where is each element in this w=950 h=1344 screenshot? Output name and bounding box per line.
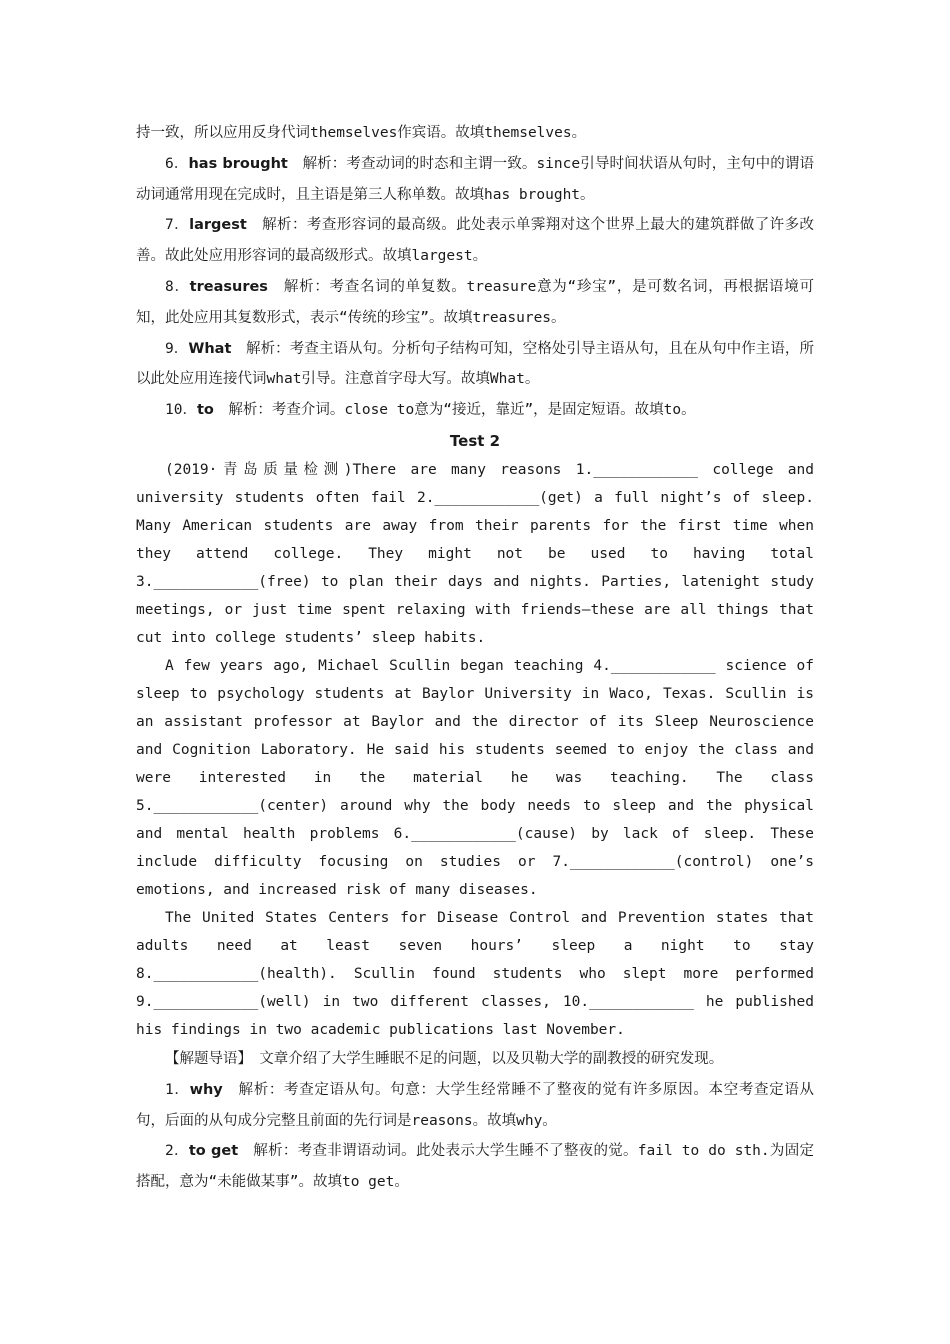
answer-number: 1． <box>165 1081 190 1098</box>
passage-paragraph: (2019·青岛质量检测)There are many reasons 1.____________ college and university students often fail 2.____________(get) a full night’s of sleep. Many American students are away from their parents for the first time when they attend college. They might not be used to having total 3.____________(free) to plan their days and nights. Parties, latenight study meetings, or just time spent relaxing with friends—these are all things that cut into college students’ sleep habits. <box>136 461 814 646</box>
answer-number: 9． <box>165 340 189 357</box>
section-title: Test 2 <box>449 431 501 450</box>
answer-key: why <box>189 1081 223 1098</box>
answer-key: to <box>196 402 214 419</box>
answer-key: largest <box>189 217 247 234</box>
answer-explanation: 解析：考查介词。close to意为“接近，靠近”，是固定短语。故填to。 <box>213 402 696 419</box>
answer-item <box>136 272 814 334</box>
answer-explanation: 解析：考查形容词的最高级。此处表示单霁翔对这个世界上最大的建筑群做了许多改善。故此处应用形容词的最高级形式。故填largest。 <box>136 217 815 265</box>
answer-explanation: 解析：考查动词的时态和主谓一致。since引导时间状语从句时，主句中的谓语动词通常用现在完成时，且主语是第三人称单数。故填has brought。 <box>136 155 814 203</box>
answer-list-new <box>136 1075 814 1198</box>
passage-paragraph: The United States Centers for Disease Control and Prevention states that adults need at least seven hours’ sleep a night to stay 8.____________(health). Scullin found students who slept more performed 9.____________(well) in two different classes, 10.____________ he published his findings in two academic publications last November. <box>136 909 814 1038</box>
answer-number: 10． <box>165 402 197 419</box>
passage-paragraph: A few years ago, Michael Scullin began teaching 4.____________ science of sleep to psychology students at Baylor University in Waco, Texas. Scullin is an assistant professor at Baylor and the director of its Sleep Neuroscience and Cognition Laboratory. He said his students seemed to enjoy the class and were interested in the material he was teaching. The class 5.____________(center) around why the body needs to sleep and the physical and mental health problems 6.____________(cause) by lack of sleep. These include difficulty focusing on studies or 7.____________(control) one’s emotions, and increased risk of many diseases. <box>136 657 814 898</box>
answer-key: What <box>188 340 232 357</box>
intro-line: 持一致，所以应用反身代词themselves作宾语。故填themselves。 <box>136 125 587 141</box>
guide-text: 【解题导语】 文章介绍了大学生睡眠不足的问题，以及贝勒大学的副教授的研究发现。 <box>165 1050 724 1067</box>
document-page <box>136 118 814 1198</box>
answer-key: treasures <box>189 278 268 295</box>
answer-item <box>136 334 814 396</box>
answer-number: 6． <box>165 155 189 172</box>
answer-item <box>136 149 814 211</box>
answer-list-previous <box>136 149 814 426</box>
answer-explanation: 解析：考查非谓语动词。此处表示大学生睡不了整夜的觉。fail to do sth.为固定搭配，意为“未能做某事”。故填to get。 <box>136 1143 814 1191</box>
answer-explanation: 解析：考查定语从句。句意：大学生经常睡不了整夜的觉有许多原因。本空考查定语从句，后面的从句成分完整且前面的先行词是reasons。故填why。 <box>136 1081 815 1129</box>
answer-key: has brought <box>188 155 288 172</box>
answer-explanation: 解析：考查名词的单复数。treasure意为“珍宝”，是可数名词，再根据语境可知，此处应用其复数形式，表示“传统的珍宝”。故填treasures。 <box>136 278 814 326</box>
answer-explanation: 解析：考查主语从句。分析句子结构可知，空格处引导主语从句，且在从句中作主语，所以此处应用连接代词what引导。注意首字母大写。故填What。 <box>136 340 814 388</box>
answer-key: to get <box>188 1143 239 1160</box>
answer-item <box>136 1136 814 1198</box>
answer-item <box>136 395 814 426</box>
answer-number: 8． <box>165 278 190 295</box>
answer-number: 7． <box>165 217 190 234</box>
answer-number: 2． <box>165 1143 189 1160</box>
answer-item <box>136 1075 814 1137</box>
answer-item <box>136 210 814 272</box>
reading-passage <box>136 456 814 1044</box>
